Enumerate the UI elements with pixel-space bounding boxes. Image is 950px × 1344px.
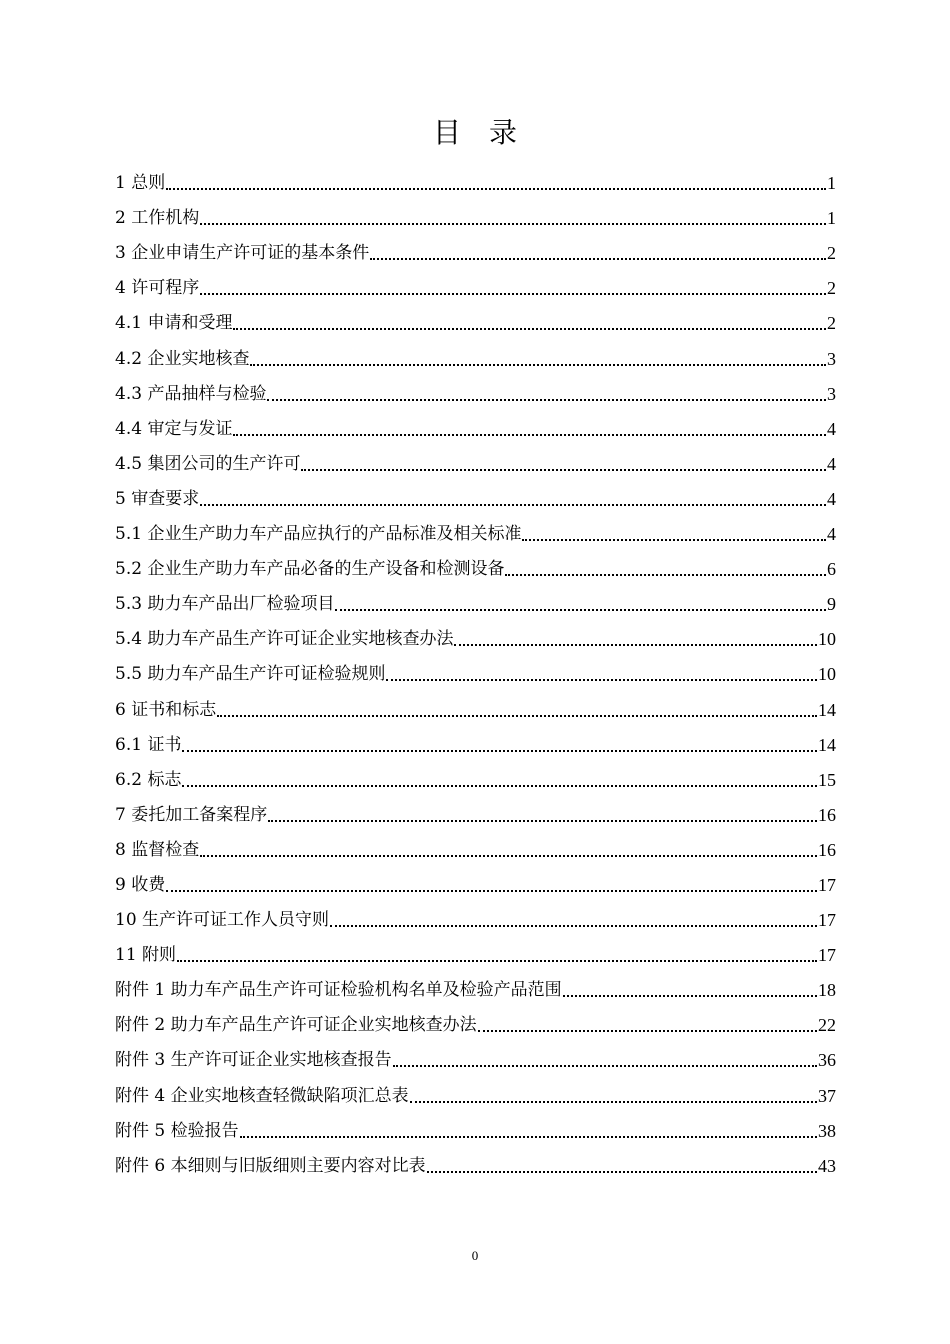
toc-entry[interactable] [115, 236, 836, 271]
toc-entry-label: 附件 1 助力车产品生产许可证检验机构名单及检验产品范围 [115, 980, 562, 1001]
toc-dot-leader [268, 820, 817, 822]
toc-dot-leader [182, 750, 817, 752]
toc-entry-page-number: 14 [818, 734, 836, 755]
toc-entry[interactable] [115, 1114, 836, 1149]
toc-entry-page-number: 4 [827, 488, 836, 509]
toc-dot-leader [200, 855, 817, 857]
toc-entry[interactable] [115, 728, 836, 763]
toc-entry-label: 4.2 企业实地核查 [115, 348, 250, 369]
toc-entry-page-number: 1 [827, 208, 836, 229]
toc-entry-page-number: 38 [818, 1120, 836, 1141]
toc-entry[interactable] [115, 447, 836, 482]
toc-entry-page-number: 22 [818, 1015, 836, 1036]
toc-entry-page-number: 37 [818, 1085, 836, 1106]
toc-entry-label: 6.1 证书 [115, 734, 182, 755]
toc-entry-label: 7 委托加工备案程序 [115, 804, 268, 825]
toc-entry-page-number: 2 [827, 243, 836, 264]
toc-dot-leader [200, 504, 826, 506]
toc-entry[interactable] [115, 341, 836, 376]
toc-dot-leader [166, 890, 817, 892]
toc-entry-page-number: 4 [827, 524, 836, 545]
toc-entry[interactable] [115, 587, 836, 622]
toc-entry-label: 11 附则 [115, 945, 177, 966]
toc-entry-label: 4.4 审定与发证 [115, 418, 233, 439]
toc-entry[interactable] [115, 692, 836, 727]
toc-dot-leader [301, 469, 826, 471]
toc-entry[interactable] [115, 377, 836, 412]
toc-dot-leader [233, 434, 826, 436]
toc-dot-leader [267, 399, 826, 401]
toc-entry[interactable] [115, 271, 836, 306]
toc-entry-label: 10 生产许可证工作人员守则 [115, 910, 330, 931]
toc-entry[interactable] [115, 1008, 836, 1043]
toc-entry-label: 附件 6 本细则与旧版细则主要内容对比表 [115, 1155, 426, 1176]
toc-dot-leader [166, 188, 826, 190]
toc-entry[interactable] [115, 798, 836, 833]
toc-entry-label: 4.3 产品抽样与检验 [115, 383, 267, 404]
toc-entry-label: 4.1 申请和受理 [115, 313, 233, 334]
toc-entry[interactable] [115, 903, 836, 938]
toc-dot-leader [330, 925, 817, 927]
toc-entry-page-number: 10 [818, 629, 836, 650]
toc-entry-page-number: 4 [827, 453, 836, 474]
toc-entry[interactable] [115, 166, 836, 201]
toc-entry[interactable] [115, 1078, 836, 1113]
toc-dot-leader [250, 364, 826, 366]
toc-entry-label: 附件 3 生产许可证企业实地核查报告 [115, 1050, 392, 1071]
toc-entry[interactable] [115, 517, 836, 552]
toc-entry-label: 1 总则 [115, 173, 166, 194]
toc-dot-leader [200, 293, 826, 295]
toc-entry-label: 附件 5 检验报告 [115, 1120, 239, 1141]
toc-entry-page-number: 3 [827, 348, 836, 369]
toc-entry-label: 8 监督检查 [115, 839, 200, 860]
toc-entry-label: 2 工作机构 [115, 208, 200, 229]
toc-entry-label: 5.2 企业生产助力车产品必备的生产设备和检测设备 [115, 559, 505, 580]
toc-dot-leader [478, 1030, 817, 1032]
toc-entry-label: 附件 2 助力车产品生产许可证企业实地核查办法 [115, 1015, 477, 1036]
toc-dot-leader [233, 328, 826, 330]
toc-entry-page-number: 16 [818, 804, 836, 825]
toc-entry[interactable] [115, 306, 836, 341]
toc-entry-page-number: 17 [818, 945, 836, 966]
toc-dot-leader [386, 679, 817, 681]
toc-entry-label: 5 审查要求 [115, 488, 200, 509]
page-title: 目录 [432, 116, 545, 149]
toc-entry[interactable] [115, 482, 836, 517]
toc-entry-label: 5.4 助力车产品生产许可证企业实地核查办法 [115, 629, 454, 650]
toc-entry-label: 5.3 助力车产品出厂检验项目 [115, 594, 335, 615]
toc-entry-label: 6.2 标志 [115, 769, 182, 790]
toc-entry[interactable] [115, 412, 836, 447]
toc-entry-page-number: 15 [818, 769, 836, 790]
toc-entry[interactable] [115, 1043, 836, 1078]
toc-entry-page-number: 4 [827, 418, 836, 439]
toc-entry-page-number: 6 [827, 559, 836, 580]
toc-entry[interactable] [115, 763, 836, 798]
toc-entry[interactable] [115, 833, 836, 868]
toc-dot-leader [370, 258, 826, 260]
toc-dot-leader [217, 715, 817, 717]
toc-entry-label: 4.5 集团公司的生产许可 [115, 453, 301, 474]
toc-entry[interactable] [115, 201, 836, 236]
toc-entry[interactable] [115, 868, 836, 903]
toc-dot-leader [335, 609, 826, 611]
toc-entry-label: 5.5 助力车产品生产许可证检验规则 [115, 664, 386, 685]
toc-entry-label: 9 收费 [115, 874, 166, 895]
toc-dot-leader [454, 644, 817, 646]
footer-page-number: 0 [471, 1248, 479, 1263]
toc-entry-page-number: 10 [818, 664, 836, 685]
table-of-contents [115, 166, 836, 1184]
toc-entry-label: 6 证书和标志 [115, 699, 217, 720]
toc-entry-label: 5.1 企业生产助力车产品应执行的产品标准及相关标准 [115, 524, 522, 545]
toc-entry-page-number: 14 [818, 699, 836, 720]
toc-entry-page-number: 2 [827, 313, 836, 334]
toc-dot-leader [505, 574, 826, 576]
toc-dot-leader [522, 539, 826, 541]
toc-entry[interactable] [115, 938, 836, 973]
toc-entry[interactable] [115, 973, 836, 1008]
toc-entry-label: 附件 4 企业实地核查轻微缺陷项汇总表 [115, 1085, 409, 1106]
toc-entry-page-number: 18 [818, 980, 836, 1001]
toc-entry-label: 3 企业申请生产许可证的基本条件 [115, 243, 370, 264]
toc-dot-leader [563, 995, 817, 997]
toc-entry-page-number: 17 [818, 910, 836, 931]
toc-dot-leader [240, 1136, 817, 1138]
toc-entry-page-number: 9 [827, 594, 836, 615]
toc-dot-leader [177, 960, 817, 962]
toc-entry-label: 4 许可程序 [115, 278, 200, 299]
toc-dot-leader [427, 1171, 817, 1173]
toc-entry-page-number: 2 [827, 278, 836, 299]
toc-entry[interactable] [115, 657, 836, 692]
toc-dot-leader [182, 785, 817, 787]
toc-entry-page-number: 3 [827, 383, 836, 404]
toc-entry[interactable] [115, 552, 836, 587]
toc-entry-page-number: 36 [818, 1050, 836, 1071]
toc-entry[interactable] [115, 1149, 836, 1184]
toc-dot-leader [393, 1065, 817, 1067]
toc-dot-leader [410, 1101, 817, 1103]
toc-entry-page-number: 17 [818, 874, 836, 895]
toc-entry-page-number: 16 [818, 839, 836, 860]
toc-entry-page-number: 1 [827, 173, 836, 194]
toc-entry-page-number: 43 [818, 1155, 836, 1176]
toc-dot-leader [200, 223, 826, 225]
toc-entry[interactable] [115, 622, 836, 657]
